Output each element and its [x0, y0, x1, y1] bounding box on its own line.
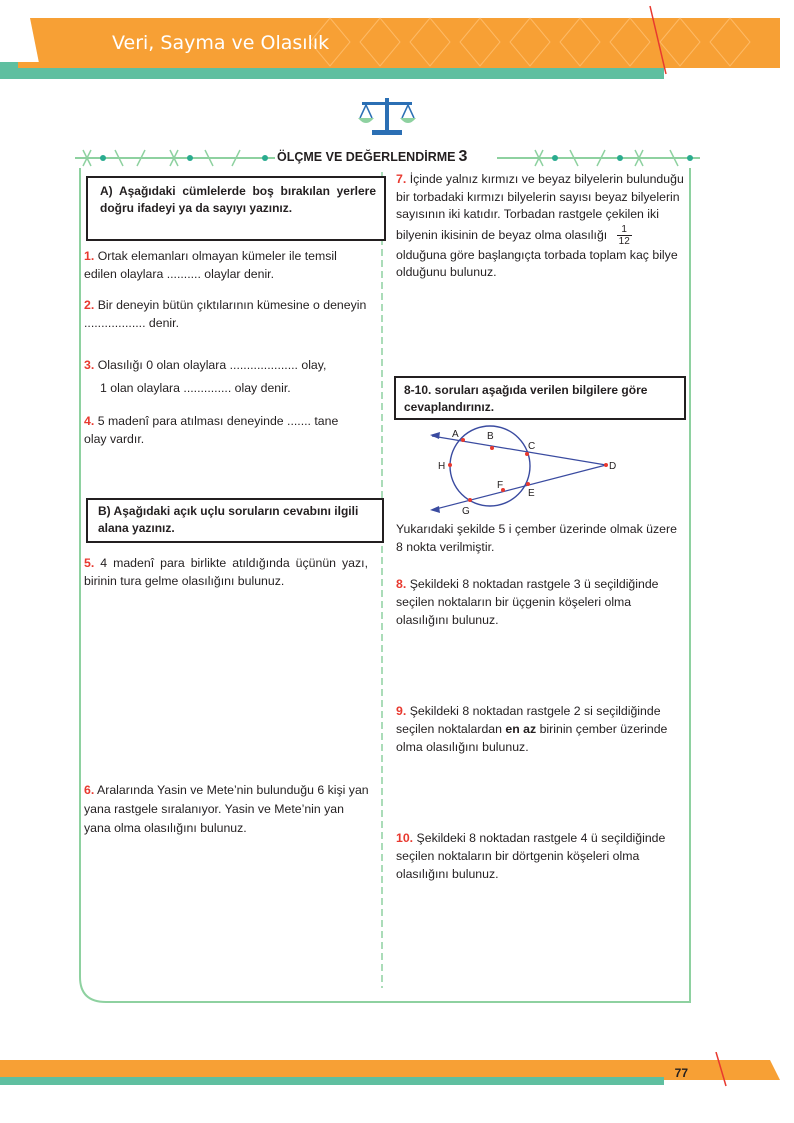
section-title: ÖLÇME VE DEĞERLENDİRME 3 — [277, 148, 468, 165]
label-A: A — [452, 429, 459, 440]
balance-scale-icon — [358, 94, 416, 138]
chapter-title: Veri, Sayma ve Olasılık — [112, 32, 330, 54]
question-5: 5. 4 madenî para birlikte atıldığında üçünün yazı, birinin tura gelme olasılığını bulunuz. — [84, 556, 368, 588]
question-3: 3. Olasılığı 0 olan olaylara .................... olay, 1 olan olaylara .............. olay denir. — [84, 358, 327, 395]
question-10: 10. Şekildeki 8 noktadan rastgele 4 ü seçildiğinde seçilen noktaların bir dörtgenin köşeleri olma olasılığını bulunuz. — [396, 831, 666, 881]
info-box: 8-10. soruları aşağıda verilen bilgilere göre cevaplandırınız. — [394, 376, 686, 420]
label-E: E — [528, 488, 535, 499]
part-a-instruction: A) Aşağıdaki cümlelerde boş bırakılan yerlere doğru ifadeyi ya da sayıyı yazınız. — [86, 176, 386, 241]
question-9: 9. Şekildeki 8 noktadan rastgele 2 si seçildiğinde seçilen noktalardan en az birinin çember üzerinde olma olasılığını bulunuz. — [396, 704, 668, 754]
page-number: 77 — [674, 1066, 688, 1080]
question-4: 4. 5 madenî para atılması deneyinde ....... tane olay vardır. — [84, 414, 339, 446]
fraction: $\frac{1}{12}$ — [618, 223, 630, 247]
part-b-instruction: B) Aşağıdaki açık uçlu soruların cevabını ilgili alana yazınız. — [86, 498, 384, 543]
question-1: 1. Ortak elemanları olmayan kümeler ile temsil edilen olaylara .......... olaylar denir. — [84, 249, 337, 281]
question-6: 6. Aralarında Yasin ve Mete’nin bulunduğu 6 kişi yan yana rastgele sıralanıyor. Yasin ve Mete’nin yan yana olma olasılığını bulunuz. — [84, 783, 369, 835]
label-F: F — [497, 480, 504, 491]
question-7: 7. İçinde yalnız kırmızı ve beyaz bilyelerin bulunduğu bir torbadaki kırmızı bilyelerin sayısı beyaz bilyelerin sayısının iki katıdır. Torbadan rastgele çekilen iki bilyenin ikisinin de beyaz olma olasılığı $\frac{1}{12}$ olduğuna göre başlangıçta torbada toplam kaç bilye olduğunu bulunuz. — [396, 172, 684, 279]
label-B: B — [487, 431, 494, 442]
label-G: G — [462, 506, 470, 517]
label-H: H — [438, 461, 446, 472]
circle-figure — [420, 422, 632, 522]
figure-caption: Yukarıdaki şekilde 5 i çember üzerinde olmak üzere 8 nokta verilmiştir. — [396, 522, 677, 554]
label-C: C — [528, 441, 536, 452]
label-D: D — [609, 461, 617, 472]
question-2: 2. Bir deneyin bütün çıktılarının kümesine o deneyin .................. denir. — [84, 298, 367, 330]
question-8: 8. Şekildeki 8 noktadan rastgele 3 ü seçildiğinde seçilen noktaların bir üçgenin köşeleri olma olasılığını bulunuz. — [396, 577, 659, 627]
